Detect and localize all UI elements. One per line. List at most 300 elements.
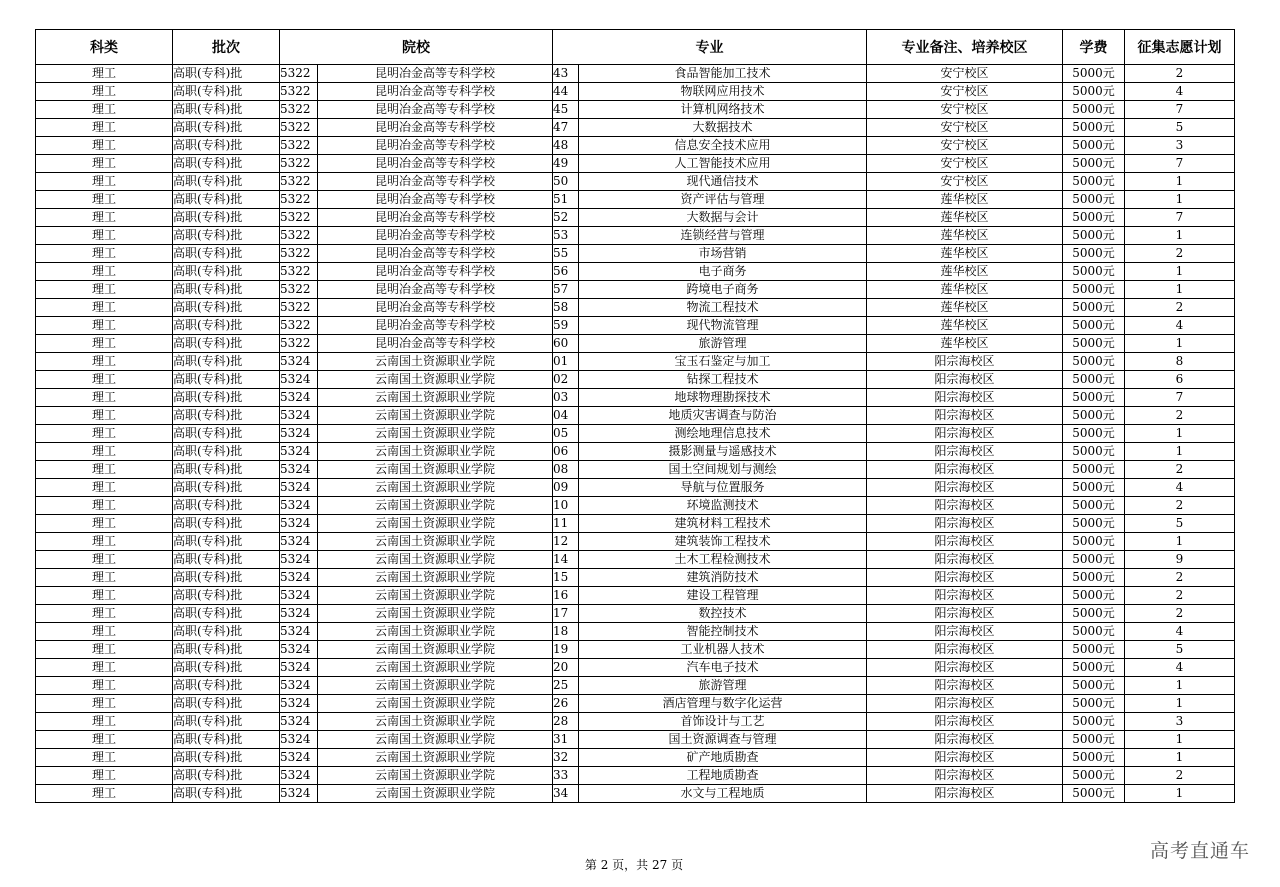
cell-school-name: 云南国土资源职业学院 xyxy=(318,587,553,605)
cell-school-code: 5324 xyxy=(280,641,318,659)
cell-school-code: 5322 xyxy=(280,317,318,335)
cell-school-code: 5322 xyxy=(280,263,318,281)
cell-school-name: 昆明冶金高等专科学校 xyxy=(318,83,553,101)
cell-campus: 阳宗海校区 xyxy=(867,425,1063,443)
cell-school-code: 5324 xyxy=(280,695,318,713)
cell-major-name: 旅游管理 xyxy=(579,335,867,353)
cell-batch: 高职(专科)批 xyxy=(173,137,280,155)
cell-campus: 阳宗海校区 xyxy=(867,587,1063,605)
cell-school-name: 云南国土资源职业学院 xyxy=(318,515,553,533)
table-row xyxy=(36,353,1235,371)
table-row xyxy=(36,443,1235,461)
cell-tuition: 5000元 xyxy=(1063,263,1125,281)
cell-category: 理工 xyxy=(36,785,173,803)
cell-school-code: 5324 xyxy=(280,551,318,569)
cell-major-code: 48 xyxy=(553,137,579,155)
cell-school-name: 云南国土资源职业学院 xyxy=(318,605,553,623)
cell-school-code: 5322 xyxy=(280,119,318,137)
cell-category: 理工 xyxy=(36,407,173,425)
cell-major-name: 国土资源调查与管理 xyxy=(579,731,867,749)
cell-major-name: 酒店管理与数字化运营 xyxy=(579,695,867,713)
cell-major-name: 国土空间规划与测绘 xyxy=(579,461,867,479)
cell-school-name: 云南国土资源职业学院 xyxy=(318,749,553,767)
cell-category: 理工 xyxy=(36,695,173,713)
cell-tuition: 5000元 xyxy=(1063,191,1125,209)
cell-batch: 高职(专科)批 xyxy=(173,497,280,515)
table-row xyxy=(36,659,1235,677)
cell-school-code: 5324 xyxy=(280,443,318,461)
cell-major-code: 49 xyxy=(553,155,579,173)
cell-campus: 安宁校区 xyxy=(867,101,1063,119)
cell-school-code: 5324 xyxy=(280,425,318,443)
cell-major-name: 环境监测技术 xyxy=(579,497,867,515)
cell-category: 理工 xyxy=(36,587,173,605)
cell-tuition: 5000元 xyxy=(1063,659,1125,677)
cell-plan: 7 xyxy=(1125,101,1235,119)
cell-plan: 2 xyxy=(1125,767,1235,785)
cell-major-code: 43 xyxy=(553,65,579,83)
cell-school-name: 云南国土资源职业学院 xyxy=(318,461,553,479)
table-row xyxy=(36,227,1235,245)
cell-major-name: 计算机网络技术 xyxy=(579,101,867,119)
cell-major-code: 28 xyxy=(553,713,579,731)
cell-school-code: 5324 xyxy=(280,749,318,767)
cell-plan: 4 xyxy=(1125,623,1235,641)
cell-major-code: 34 xyxy=(553,785,579,803)
cell-category: 理工 xyxy=(36,137,173,155)
table-body xyxy=(36,65,1235,803)
cell-plan: 7 xyxy=(1125,155,1235,173)
cell-tuition: 5000元 xyxy=(1063,119,1125,137)
cell-batch: 高职(专科)批 xyxy=(173,425,280,443)
cell-school-code: 5324 xyxy=(280,785,318,803)
cell-category: 理工 xyxy=(36,353,173,371)
cell-category: 理工 xyxy=(36,191,173,209)
cell-campus: 莲华校区 xyxy=(867,227,1063,245)
cell-major-name: 宝玉石鉴定与加工 xyxy=(579,353,867,371)
cell-batch: 高职(专科)批 xyxy=(173,677,280,695)
cell-school-name: 昆明冶金高等专科学校 xyxy=(318,119,553,137)
table-row xyxy=(36,425,1235,443)
cell-major-name: 数控技术 xyxy=(579,605,867,623)
cell-category: 理工 xyxy=(36,317,173,335)
table-row xyxy=(36,533,1235,551)
cell-tuition: 5000元 xyxy=(1063,389,1125,407)
cell-tuition: 5000元 xyxy=(1063,425,1125,443)
cell-batch: 高职(专科)批 xyxy=(173,227,280,245)
cell-major-name: 市场营销 xyxy=(579,245,867,263)
cell-category: 理工 xyxy=(36,605,173,623)
cell-campus: 阳宗海校区 xyxy=(867,533,1063,551)
cell-batch: 高职(专科)批 xyxy=(173,353,280,371)
table-row xyxy=(36,83,1235,101)
table-row xyxy=(36,281,1235,299)
cell-tuition: 5000元 xyxy=(1063,371,1125,389)
cell-plan: 2 xyxy=(1125,65,1235,83)
cell-school-name: 云南国土资源职业学院 xyxy=(318,767,553,785)
table-row xyxy=(36,479,1235,497)
cell-campus: 阳宗海校区 xyxy=(867,659,1063,677)
cell-plan: 5 xyxy=(1125,515,1235,533)
cell-plan: 2 xyxy=(1125,461,1235,479)
cell-major-code: 05 xyxy=(553,425,579,443)
header-school: 院校 xyxy=(280,30,553,65)
cell-major-code: 09 xyxy=(553,479,579,497)
cell-category: 理工 xyxy=(36,731,173,749)
cell-batch: 高职(专科)批 xyxy=(173,101,280,119)
cell-school-name: 昆明冶金高等专科学校 xyxy=(318,245,553,263)
cell-major-name: 物流工程技术 xyxy=(579,299,867,317)
cell-tuition: 5000元 xyxy=(1063,317,1125,335)
cell-campus: 阳宗海校区 xyxy=(867,515,1063,533)
cell-tuition: 5000元 xyxy=(1063,695,1125,713)
table-row xyxy=(36,371,1235,389)
cell-school-name: 昆明冶金高等专科学校 xyxy=(318,263,553,281)
cell-campus: 安宁校区 xyxy=(867,83,1063,101)
cell-school-name: 云南国土资源职业学院 xyxy=(318,677,553,695)
cell-school-code: 5324 xyxy=(280,371,318,389)
table-row xyxy=(36,335,1235,353)
header-major: 专业 xyxy=(553,30,867,65)
cell-tuition: 5000元 xyxy=(1063,281,1125,299)
cell-major-code: 56 xyxy=(553,263,579,281)
cell-school-name: 云南国土资源职业学院 xyxy=(318,713,553,731)
cell-plan: 1 xyxy=(1125,785,1235,803)
cell-major-code: 20 xyxy=(553,659,579,677)
cell-campus: 莲华校区 xyxy=(867,263,1063,281)
cell-school-name: 云南国土资源职业学院 xyxy=(318,695,553,713)
cell-major-name: 现代通信技术 xyxy=(579,173,867,191)
cell-school-code: 5324 xyxy=(280,677,318,695)
table-row xyxy=(36,263,1235,281)
cell-plan: 5 xyxy=(1125,641,1235,659)
cell-major-name: 大数据与会计 xyxy=(579,209,867,227)
cell-batch: 高职(专科)批 xyxy=(173,443,280,461)
cell-school-code: 5324 xyxy=(280,497,318,515)
cell-major-name: 物联网应用技术 xyxy=(579,83,867,101)
cell-major-code: 50 xyxy=(553,173,579,191)
cell-campus: 莲华校区 xyxy=(867,281,1063,299)
cell-plan: 4 xyxy=(1125,659,1235,677)
cell-category: 理工 xyxy=(36,119,173,137)
header-tuition: 学费 xyxy=(1063,30,1125,65)
enrollment-table xyxy=(35,29,1235,803)
cell-school-code: 5322 xyxy=(280,83,318,101)
cell-batch: 高职(专科)批 xyxy=(173,479,280,497)
cell-school-code: 5324 xyxy=(280,479,318,497)
cell-school-code: 5324 xyxy=(280,389,318,407)
table-row xyxy=(36,461,1235,479)
cell-batch: 高职(专科)批 xyxy=(173,245,280,263)
cell-campus: 阳宗海校区 xyxy=(867,443,1063,461)
cell-major-name: 建筑材料工程技术 xyxy=(579,515,867,533)
cell-school-code: 5324 xyxy=(280,605,318,623)
cell-plan: 2 xyxy=(1125,587,1235,605)
cell-school-name: 云南国土资源职业学院 xyxy=(318,425,553,443)
cell-school-code: 5324 xyxy=(280,587,318,605)
cell-major-name: 钻探工程技术 xyxy=(579,371,867,389)
cell-major-name: 导航与位置服务 xyxy=(579,479,867,497)
cell-major-code: 51 xyxy=(553,191,579,209)
cell-major-code: 57 xyxy=(553,281,579,299)
cell-plan: 2 xyxy=(1125,407,1235,425)
cell-category: 理工 xyxy=(36,713,173,731)
cell-tuition: 5000元 xyxy=(1063,137,1125,155)
cell-school-name: 昆明冶金高等专科学校 xyxy=(318,173,553,191)
cell-school-code: 5322 xyxy=(280,191,318,209)
cell-major-code: 14 xyxy=(553,551,579,569)
cell-major-name: 建筑装饰工程技术 xyxy=(579,533,867,551)
cell-major-code: 01 xyxy=(553,353,579,371)
cell-major-name: 建筑消防技术 xyxy=(579,569,867,587)
cell-plan: 1 xyxy=(1125,173,1235,191)
cell-school-name: 云南国土资源职业学院 xyxy=(318,569,553,587)
cell-tuition: 5000元 xyxy=(1063,209,1125,227)
cell-batch: 高职(专科)批 xyxy=(173,659,280,677)
table-row xyxy=(36,569,1235,587)
cell-major-code: 60 xyxy=(553,335,579,353)
cell-tuition: 5000元 xyxy=(1063,479,1125,497)
table-row xyxy=(36,245,1235,263)
cell-category: 理工 xyxy=(36,389,173,407)
cell-category: 理工 xyxy=(36,245,173,263)
cell-campus: 阳宗海校区 xyxy=(867,497,1063,515)
cell-major-name: 跨境电子商务 xyxy=(579,281,867,299)
cell-plan: 1 xyxy=(1125,731,1235,749)
cell-plan: 9 xyxy=(1125,551,1235,569)
cell-major-code: 04 xyxy=(553,407,579,425)
cell-school-code: 5324 xyxy=(280,569,318,587)
cell-major-code: 11 xyxy=(553,515,579,533)
cell-campus: 阳宗海校区 xyxy=(867,785,1063,803)
page-footer: 第 2 页，共 27 页 xyxy=(584,858,684,872)
cell-plan: 1 xyxy=(1125,443,1235,461)
cell-batch: 高职(专科)批 xyxy=(173,209,280,227)
cell-campus: 阳宗海校区 xyxy=(867,677,1063,695)
cell-batch: 高职(专科)批 xyxy=(173,317,280,335)
cell-school-name: 云南国土资源职业学院 xyxy=(318,623,553,641)
table-row xyxy=(36,605,1235,623)
cell-campus: 安宁校区 xyxy=(867,65,1063,83)
cell-batch: 高职(专科)批 xyxy=(173,785,280,803)
cell-plan: 4 xyxy=(1125,479,1235,497)
cell-school-name: 云南国土资源职业学院 xyxy=(318,641,553,659)
cell-school-code: 5322 xyxy=(280,281,318,299)
cell-category: 理工 xyxy=(36,281,173,299)
cell-batch: 高职(专科)批 xyxy=(173,65,280,83)
cell-tuition: 5000元 xyxy=(1063,533,1125,551)
cell-batch: 高职(专科)批 xyxy=(173,587,280,605)
cell-batch: 高职(专科)批 xyxy=(173,623,280,641)
table-row xyxy=(36,731,1235,749)
cell-campus: 阳宗海校区 xyxy=(867,605,1063,623)
cell-school-name: 云南国土资源职业学院 xyxy=(318,371,553,389)
cell-school-name: 昆明冶金高等专科学校 xyxy=(318,137,553,155)
cell-school-name: 云南国土资源职业学院 xyxy=(318,785,553,803)
cell-tuition: 5000元 xyxy=(1063,443,1125,461)
cell-category: 理工 xyxy=(36,479,173,497)
cell-school-name: 云南国土资源职业学院 xyxy=(318,443,553,461)
cell-major-code: 10 xyxy=(553,497,579,515)
cell-school-name: 云南国土资源职业学院 xyxy=(318,533,553,551)
cell-major-code: 31 xyxy=(553,731,579,749)
cell-campus: 莲华校区 xyxy=(867,317,1063,335)
cell-plan: 2 xyxy=(1125,299,1235,317)
cell-tuition: 5000元 xyxy=(1063,713,1125,731)
cell-category: 理工 xyxy=(36,767,173,785)
cell-major-name: 矿产地质勘查 xyxy=(579,749,867,767)
cell-campus: 阳宗海校区 xyxy=(867,731,1063,749)
cell-batch: 高职(专科)批 xyxy=(173,263,280,281)
cell-category: 理工 xyxy=(36,533,173,551)
cell-campus: 阳宗海校区 xyxy=(867,371,1063,389)
cell-batch: 高职(专科)批 xyxy=(173,335,280,353)
cell-major-code: 59 xyxy=(553,317,579,335)
cell-school-name: 昆明冶金高等专科学校 xyxy=(318,209,553,227)
table-row xyxy=(36,695,1235,713)
table-row xyxy=(36,317,1235,335)
cell-school-code: 5324 xyxy=(280,731,318,749)
cell-plan: 1 xyxy=(1125,425,1235,443)
cell-major-name: 信息安全技术应用 xyxy=(579,137,867,155)
table-row xyxy=(36,155,1235,173)
cell-major-name: 摄影测量与遥感技术 xyxy=(579,443,867,461)
cell-category: 理工 xyxy=(36,209,173,227)
cell-category: 理工 xyxy=(36,551,173,569)
cell-batch: 高职(专科)批 xyxy=(173,281,280,299)
cell-batch: 高职(专科)批 xyxy=(173,83,280,101)
cell-plan: 6 xyxy=(1125,371,1235,389)
cell-major-name: 大数据技术 xyxy=(579,119,867,137)
cell-tuition: 5000元 xyxy=(1063,515,1125,533)
cell-major-code: 45 xyxy=(553,101,579,119)
cell-tuition: 5000元 xyxy=(1063,101,1125,119)
cell-major-name: 电子商务 xyxy=(579,263,867,281)
cell-school-name: 昆明冶金高等专科学校 xyxy=(318,101,553,119)
cell-school-code: 5322 xyxy=(280,227,318,245)
cell-major-code: 47 xyxy=(553,119,579,137)
cell-plan: 2 xyxy=(1125,605,1235,623)
cell-school-name: 昆明冶金高等专科学校 xyxy=(318,281,553,299)
cell-school-code: 5324 xyxy=(280,515,318,533)
cell-major-code: 15 xyxy=(553,569,579,587)
cell-major-name: 地质灾害调查与防治 xyxy=(579,407,867,425)
cell-major-name: 汽车电子技术 xyxy=(579,659,867,677)
cell-major-code: 53 xyxy=(553,227,579,245)
cell-tuition: 5000元 xyxy=(1063,785,1125,803)
cell-category: 理工 xyxy=(36,425,173,443)
table-row xyxy=(36,767,1235,785)
cell-campus: 阳宗海校区 xyxy=(867,695,1063,713)
cell-category: 理工 xyxy=(36,155,173,173)
cell-tuition: 5000元 xyxy=(1063,767,1125,785)
cell-major-name: 食品智能加工技术 xyxy=(579,65,867,83)
table-row xyxy=(36,407,1235,425)
cell-major-code: 44 xyxy=(553,83,579,101)
cell-tuition: 5000元 xyxy=(1063,569,1125,587)
cell-tuition: 5000元 xyxy=(1063,497,1125,515)
table-row xyxy=(36,299,1235,317)
cell-campus: 莲华校区 xyxy=(867,191,1063,209)
cell-major-name: 测绘地理信息技术 xyxy=(579,425,867,443)
cell-tuition: 5000元 xyxy=(1063,83,1125,101)
cell-plan: 1 xyxy=(1125,533,1235,551)
cell-batch: 高职(专科)批 xyxy=(173,173,280,191)
table-row xyxy=(36,209,1235,227)
table-row xyxy=(36,389,1235,407)
cell-school-code: 5324 xyxy=(280,767,318,785)
cell-category: 理工 xyxy=(36,263,173,281)
cell-campus: 阳宗海校区 xyxy=(867,479,1063,497)
cell-batch: 高职(专科)批 xyxy=(173,407,280,425)
cell-school-code: 5322 xyxy=(280,173,318,191)
cell-plan: 1 xyxy=(1125,191,1235,209)
table-row xyxy=(36,677,1235,695)
cell-batch: 高职(专科)批 xyxy=(173,515,280,533)
cell-tuition: 5000元 xyxy=(1063,623,1125,641)
table-row xyxy=(36,101,1235,119)
cell-tuition: 5000元 xyxy=(1063,641,1125,659)
header-remark-campus: 专业备注、培养校区 xyxy=(867,30,1063,65)
table-row xyxy=(36,713,1235,731)
cell-tuition: 5000元 xyxy=(1063,335,1125,353)
cell-school-name: 云南国土资源职业学院 xyxy=(318,353,553,371)
cell-batch: 高职(专科)批 xyxy=(173,731,280,749)
cell-major-code: 16 xyxy=(553,587,579,605)
cell-batch: 高职(专科)批 xyxy=(173,605,280,623)
header-plan: 征集志愿计划 xyxy=(1125,30,1235,65)
cell-tuition: 5000元 xyxy=(1063,245,1125,263)
cell-category: 理工 xyxy=(36,677,173,695)
cell-school-name: 云南国土资源职业学院 xyxy=(318,479,553,497)
cell-school-name: 云南国土资源职业学院 xyxy=(318,659,553,677)
cell-category: 理工 xyxy=(36,569,173,587)
cell-major-code: 55 xyxy=(553,245,579,263)
cell-plan: 1 xyxy=(1125,335,1235,353)
cell-campus: 阳宗海校区 xyxy=(867,353,1063,371)
cell-plan: 3 xyxy=(1125,713,1235,731)
cell-campus: 阳宗海校区 xyxy=(867,569,1063,587)
cell-plan: 3 xyxy=(1125,137,1235,155)
cell-major-code: 02 xyxy=(553,371,579,389)
cell-school-code: 5322 xyxy=(280,209,318,227)
cell-tuition: 5000元 xyxy=(1063,353,1125,371)
table-row xyxy=(36,551,1235,569)
cell-tuition: 5000元 xyxy=(1063,173,1125,191)
cell-campus: 莲华校区 xyxy=(867,209,1063,227)
cell-school-name: 昆明冶金高等专科学校 xyxy=(318,317,553,335)
cell-campus: 莲华校区 xyxy=(867,335,1063,353)
cell-school-code: 5322 xyxy=(280,65,318,83)
table-row xyxy=(36,119,1235,137)
cell-batch: 高职(专科)批 xyxy=(173,389,280,407)
cell-major-code: 33 xyxy=(553,767,579,785)
cell-category: 理工 xyxy=(36,749,173,767)
cell-campus: 莲华校区 xyxy=(867,245,1063,263)
cell-school-code: 5324 xyxy=(280,659,318,677)
cell-plan: 4 xyxy=(1125,83,1235,101)
cell-school-name: 昆明冶金高等专科学校 xyxy=(318,227,553,245)
cell-tuition: 5000元 xyxy=(1063,227,1125,245)
cell-major-name: 连锁经营与管理 xyxy=(579,227,867,245)
table-row xyxy=(36,65,1235,83)
cell-school-code: 5322 xyxy=(280,245,318,263)
cell-batch: 高职(专科)批 xyxy=(173,461,280,479)
cell-campus: 莲华校区 xyxy=(867,299,1063,317)
cell-school-name: 云南国土资源职业学院 xyxy=(318,551,553,569)
cell-major-name: 工业机器人技术 xyxy=(579,641,867,659)
cell-tuition: 5000元 xyxy=(1063,155,1125,173)
